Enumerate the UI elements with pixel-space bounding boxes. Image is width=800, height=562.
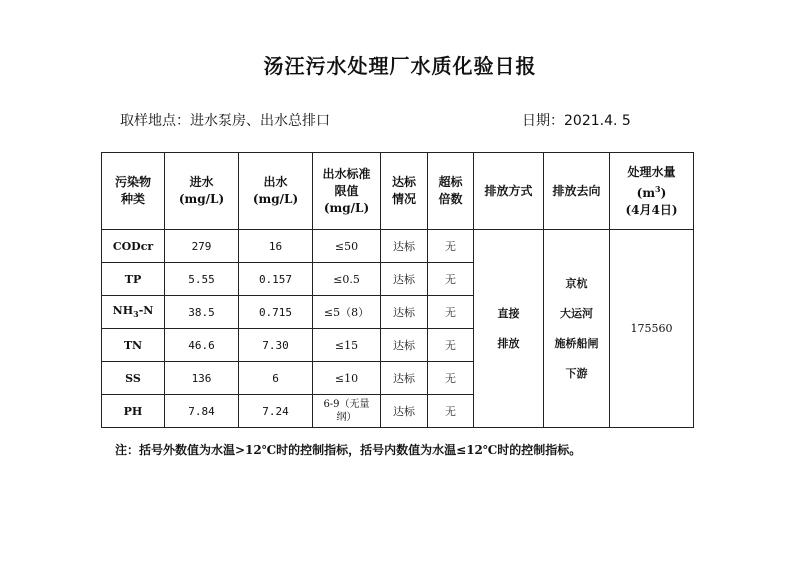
standard-limit: ≤0.5 [313, 263, 381, 296]
effluent-value: 6 [239, 362, 313, 395]
standard-limit: ≤15 [313, 329, 381, 362]
standard-limit: ≤5（8） [313, 296, 381, 329]
influent-value: 7.84 [165, 395, 239, 428]
sampling-location: 取样地点：进水泵房、出水总排口 [120, 113, 330, 129]
influent-value: 38.5 [165, 296, 239, 329]
effluent-value: 7.24 [239, 395, 313, 428]
header-influent: 进水 (mg/L) [165, 153, 239, 230]
pollutant-name: CODcr [102, 230, 165, 263]
header-volume-unit: $(m^3)$ [636, 183, 667, 200]
table-row [102, 230, 694, 263]
treated-volume: 175560 [610, 230, 694, 428]
influent-value: 46.6 [165, 329, 239, 362]
standard-limit: ≤10 [313, 362, 381, 395]
exceed-multiple: 无 [428, 329, 474, 362]
pollutant-name: PH [102, 395, 165, 428]
compliance-status: 达标 [381, 329, 428, 362]
report-date: 日期：2021.4. 5 [522, 113, 631, 129]
pollutant-name: $NH_3-N$ [102, 296, 165, 329]
influent-value: 279 [165, 230, 239, 263]
exceed-multiple: 无 [428, 263, 474, 296]
exceed-multiple: 无 [428, 362, 474, 395]
header-treated-volume [610, 153, 694, 230]
influent-value: 136 [165, 362, 239, 395]
header-standard: 出水标准 限值 (mg/L) [313, 153, 381, 230]
header-discharge-method: 排放方式 [474, 153, 544, 230]
discharge-method: 直接 排放 [474, 230, 544, 428]
standard-limit: ≤50 [313, 230, 381, 263]
header-exceed: 超标 倍数 [428, 153, 474, 230]
pollutant-name: SS [102, 362, 165, 395]
effluent-value: 16 [239, 230, 313, 263]
exceed-multiple: 无 [428, 296, 474, 329]
header-pollutant: 污染物 种类 [102, 153, 165, 230]
report-title: 汤汪污水处理厂水质化验日报 [263, 54, 537, 78]
water-quality-table [101, 152, 694, 428]
exceed-multiple: 无 [428, 395, 474, 428]
footnote: 注：括号外数值为水温>12℃时的控制指标，括号内数值为水温≤12℃时的控制指标。 [115, 443, 582, 457]
header-volume-title: 处理水量 [627, 164, 676, 179]
header-compliance: 达标 情况 [381, 153, 428, 230]
discharge-destination: 京杭 大运河 施桥船闸 下游 [544, 230, 610, 428]
compliance-status: 达标 [381, 395, 428, 428]
effluent-value: 0.157 [239, 263, 313, 296]
header-row [102, 153, 694, 230]
header-discharge-destination: 排放去向 [544, 153, 610, 230]
standard-limit: 6-9（无量 纲） [313, 395, 381, 428]
influent-value: 5.55 [165, 263, 239, 296]
pollutant-name: TP [102, 263, 165, 296]
header-volume-date: (4月4日) [625, 202, 678, 217]
compliance-status: 达标 [381, 230, 428, 263]
effluent-value: 0.715 [239, 296, 313, 329]
compliance-status: 达标 [381, 362, 428, 395]
compliance-status: 达标 [381, 263, 428, 296]
pollutant-name: TN [102, 329, 165, 362]
effluent-value: 7.30 [239, 329, 313, 362]
exceed-multiple: 无 [428, 230, 474, 263]
compliance-status: 达标 [381, 296, 428, 329]
header-effluent: 出水 (mg/L) [239, 153, 313, 230]
